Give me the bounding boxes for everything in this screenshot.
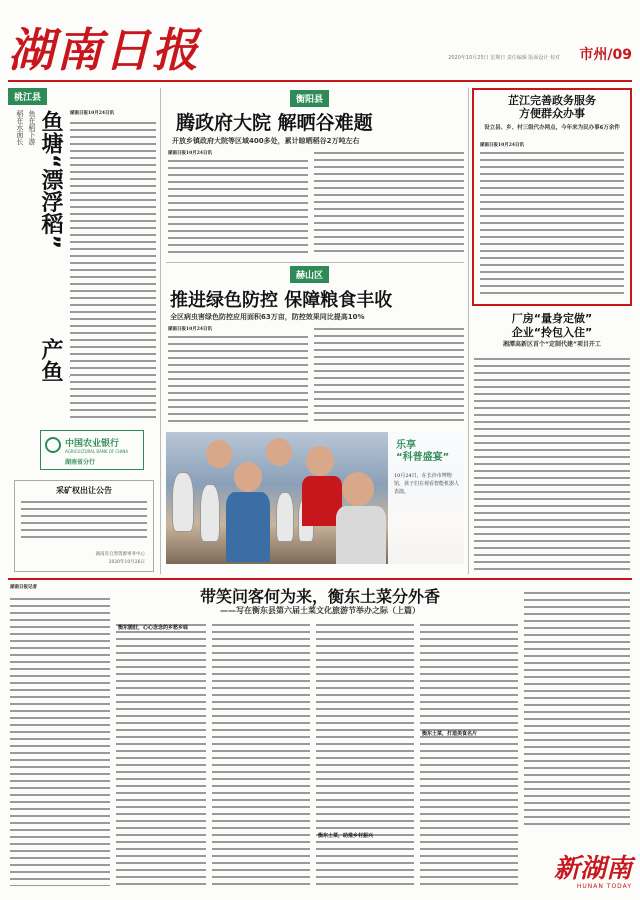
left-subhead-2: 鱼在稻下游 [28, 110, 36, 145]
mining-notice [14, 480, 154, 572]
hengyang-headline: 腾政府大院 解晒谷难题 [176, 112, 373, 134]
zhijiang-title-2: 方便群众办事 [519, 107, 585, 120]
zhijiang-subhead: 设立县、乡、村三级代办网点，今年来为民办事6万余件 [484, 125, 620, 131]
zhijiang-story [472, 88, 632, 306]
zhijiang-title-1: 芷江完善政务服务 [508, 94, 596, 107]
column-rule-left [160, 88, 161, 574]
caption-title-line-2: “科普盛宴” [396, 452, 450, 463]
bank-name-en: AGRICULTURAL BANK OF CHINA [65, 449, 129, 454]
bank-branch: 湖南省分行 [65, 459, 96, 466]
newspaper-logo: 湖南日报 [8, 23, 200, 77]
hengdong-minihead-1: 衡东脆肚，心心念念的乡愁乡味 [118, 625, 189, 631]
xiangtan-body [474, 356, 630, 572]
hengyang-subhead: 开放乡镇政府大院等区域400多处，累计晾晒稻谷2万吨左右 [172, 137, 360, 145]
column-rule-right [468, 88, 469, 574]
notice-signer: 湖南省自然资源事务中心 [95, 552, 145, 557]
masthead [8, 10, 632, 82]
left-story [8, 88, 158, 418]
bank-name-cn: 中国农业银行 [65, 439, 120, 449]
caption-title-line-1: 乐享 [396, 440, 416, 451]
xiangtan-title [472, 312, 632, 350]
notice-body [21, 499, 147, 543]
zhijiang-body [480, 150, 624, 298]
notice-date: 2020年10月26日 [108, 560, 145, 565]
child-shirt [336, 506, 386, 564]
hengdong-headline: 带笑问客何为来，衡东土菜分外香 [199, 587, 440, 606]
hengdong-body-col1 [10, 596, 110, 886]
child-face [306, 446, 334, 476]
hengdong-minihead-3: 衡东土菜，打造美食名片 [422, 731, 478, 737]
xiangtan-subhead: 湘潭高新区首个“定制代建”项目开工 [503, 341, 601, 348]
left-byline: 湖南日报10月24日讯 [70, 111, 115, 116]
child-shirt [226, 492, 270, 562]
bank-ad [40, 430, 144, 470]
hengdong-body-col3 [212, 622, 310, 886]
region-tag-hengyang: 衡阳县 [290, 90, 329, 107]
left-body-text [70, 120, 156, 420]
heshan-body-col2 [314, 326, 464, 426]
zhijiang-byline: 湖南日报10月24日讯 [480, 143, 525, 148]
child-face [206, 440, 232, 468]
hengdong-byline: 湖南日报记者 [10, 585, 37, 590]
robot-figure [200, 484, 220, 542]
bank-logo-icon [45, 437, 61, 453]
heshan-body-col1 [168, 334, 308, 426]
section-name: 市州/09 [579, 47, 632, 63]
xiangtan-title-1: 厂房“量身定做” [511, 312, 593, 325]
region-tag-taojiang: 桃江县 [8, 88, 47, 105]
left-headline-1: 鱼塘“漂浮稻” [38, 110, 63, 249]
xinhunan-watermark [554, 855, 632, 890]
hengdong-subhead: ——写在衡东县第六届土菜文化旅游节举办之际（上篇） [220, 606, 420, 615]
photo-caption-title [396, 440, 449, 464]
region-tag-heshan: 赫山区 [290, 266, 329, 283]
xiangtan-title-2: 企业“拎包入住” [511, 326, 593, 339]
hengdong-minihead-2: 衡东土菜，助推乡村振兴 [318, 833, 374, 839]
child-face [234, 462, 262, 492]
section-divider [8, 578, 632, 580]
rule-mid-1 [166, 262, 464, 263]
hengyang-byline: 湖南日报10月24日讯 [168, 151, 213, 156]
hengdong-body-col6 [524, 590, 630, 830]
left-headline-2: 产鱼 [38, 338, 63, 382]
photo-caption [388, 432, 464, 564]
left-subhead-1: 稻在水面长 [16, 110, 24, 145]
hengyang-body-col1 [168, 158, 308, 256]
photo-caption-text: 10月24日，在长沙市博物馆，孩子们在观看智能机器人表演。 [394, 473, 460, 495]
heshan-headline: 推进绿色防控 保障粮食丰收 [170, 290, 393, 311]
hengyang-body-col2 [314, 150, 464, 256]
child-face [342, 472, 374, 506]
heshan-byline: 湖南日报10月24日讯 [168, 327, 213, 332]
hengdong-body-col5 [420, 622, 518, 886]
robot-figure [172, 472, 194, 532]
date-line: 2020年10月25日 星期日 责任编辑 版面设计 校对 [448, 55, 560, 61]
notice-title: 采矿权出让公告 [56, 486, 112, 495]
child-face [266, 438, 292, 466]
heshan-subhead: 全区病虫害绿色防控应用面积63万亩，防控效果同比提高10% [170, 313, 365, 321]
watermark-en: HUNAN TODAY [576, 883, 632, 890]
robot-figure [276, 492, 294, 542]
hengdong-body-col4 [316, 622, 414, 886]
hengdong-body-col2 [116, 622, 206, 886]
watermark-cn: 新湖南 [553, 854, 632, 884]
